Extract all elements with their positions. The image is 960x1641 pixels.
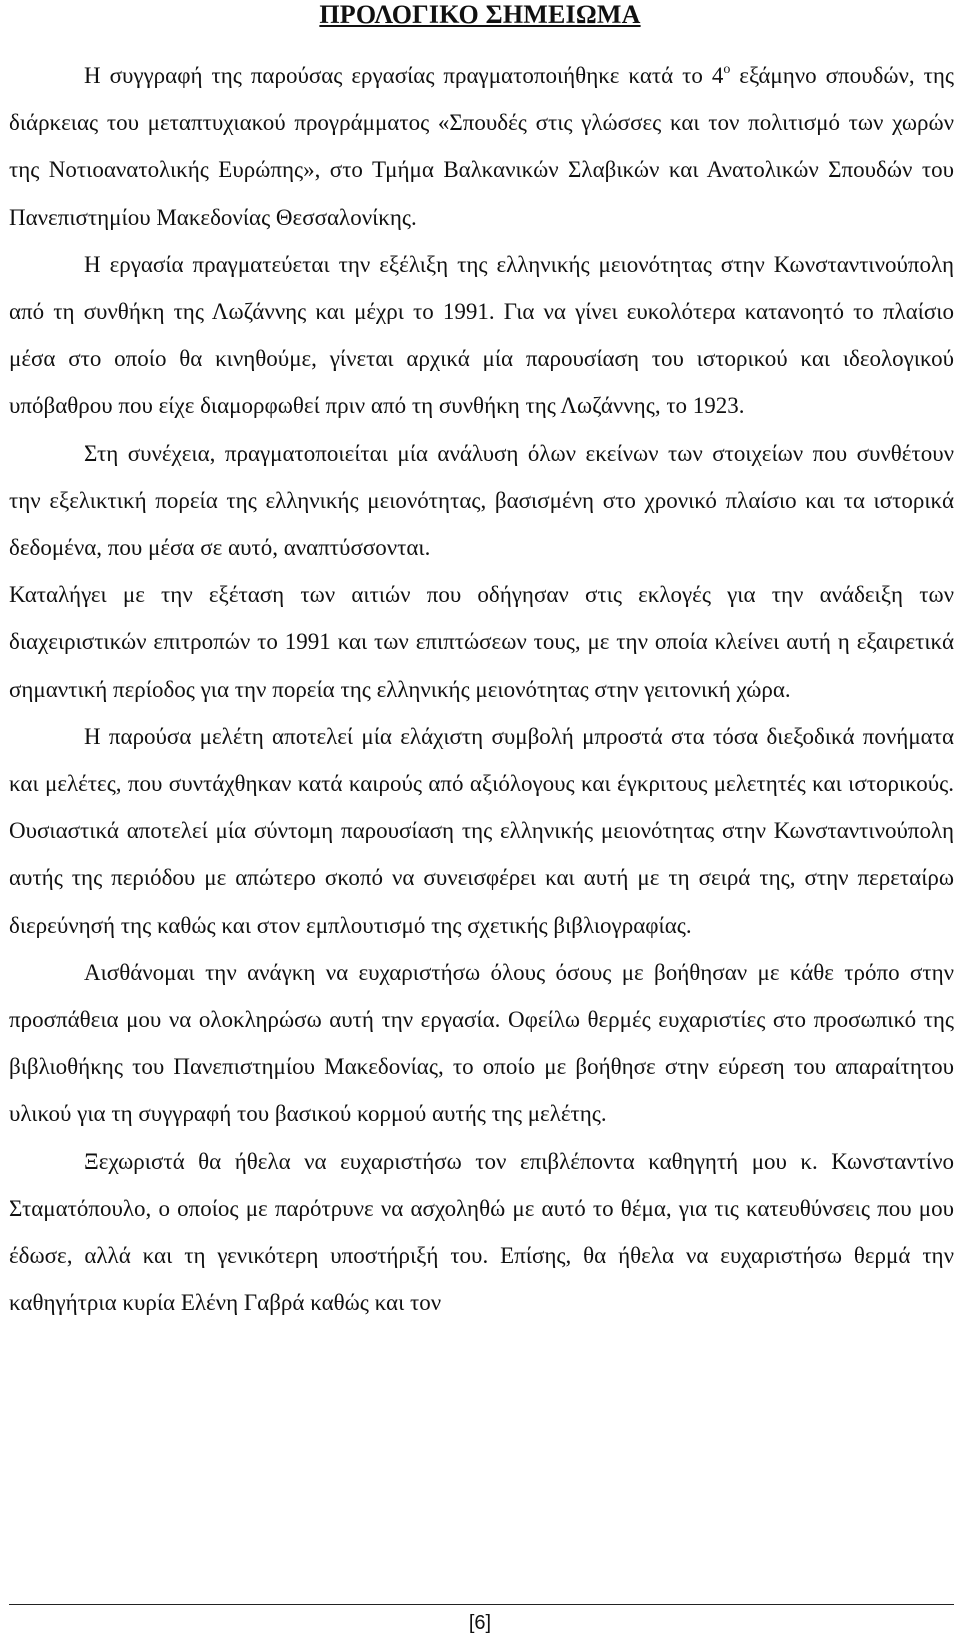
body-text [9, 52, 954, 1326]
ordinal-superscript: ο [723, 62, 731, 77]
page-title: ΠΡΟΛΟΓΙΚΟ ΣΗΜΕΙΩΜΑ [319, 0, 641, 29]
footer-divider [9, 1604, 954, 1605]
paragraph-1-text-continued: εξάμηνο σπουδών, της διάρκειας του μεταπτυχιακού προγράμματος «Σπουδές στις γλώσσες και τον πολιτισμό των χωρών της Νοτιοανατολικής Ευρώπης», στο Τμήμα Βαλκανικών Σλαβικών και Ανατολικών Σπουδών του Πανεπιστημίου Μακεδονίας Θεσσαλονίκης. [9, 63, 954, 230]
paragraph-4: Καταλήγει με την εξέταση των αιτιών που οδήγησαν στις εκλογές για την ανάδειξη των διαχειριστικών επιτροπών το 1991 και των επιπτώσεων τους, με την οποία κλείνει αυτή η εξαιρετικά σημαντική περίοδος για την πορεία της ελληνικής μειονότητας στην γειτονική χώρα. [9, 582, 954, 702]
paragraph-2: Η εργασία πραγματεύεται την εξέλιξη της ελληνικής μειονότητας στην Κωνσταντινούπολη από τη συνθήκη της Λωζάννης και μέχρι το 1991. Για να γίνει ευκολότερα κατανοητό το πλαίσιο μέσα στο οποίο θα κινηθούμε, γίνεται αρχικά μία παρουσίαση του ιστορικού και ιδεολογικού υπόβαθρου που είχε διαμορφωθεί πριν από τη συνθήκη της Λωζάννης, το 1923. [9, 251, 954, 419]
paragraph-5: Η παρούσα μελέτη αποτελεί μία ελάχιστη συμβολή μπροστά στα τόσα διεξοδικά πονήματα και μελέτες, που συντάχθηκαν κατά καιρούς από αξιόλογους και έγκριτους μελετητές και ιστορικούς. Ουσιαστικά αποτελεί μία σύντομη παρουσίαση της ελληνικής μειονότητας στην Κωνσταντινούπολη αυτής της περιόδου με απώτερο σκοπό να συνεισφέρει και αυτή με τη σειρά της, στην περεταίρω διερεύνησή της καθώς και στον εμπλουτισμό της σχετικής βιβλιογραφίας. [9, 723, 954, 938]
paragraph-1-text: Η συγγραφή της παρούσας εργασίας πραγματοποιήθηκε κατά το 4 [84, 63, 724, 88]
paragraph-3: Στη συνέχεια, πραγματοποιείται μία ανάλυση όλων εκείνων των στοιχείων που συνθέτουν την εξελικτική πορεία της ελληνικής μειονότητας, βασισμένη στο χρονικό πλαίσιο και τα ιστορικά δεδομένα, που μέσα σε αυτό, αναπτύσσονται. [9, 440, 954, 561]
paragraph-1 [9, 52, 954, 241]
paragraph-6: Αισθάνομαι την ανάγκη να ευχαριστήσω όλους όσους με βοήθησαν με κάθε τρόπο στην προσπάθεια μου να ολοκληρώσω αυτή την εργασία. Οφείλω θερμές ευχαριστίες στο προσωπικό της βιβλιοθήκης του Πανεπιστημίου Μακεδονίας, το οποίο με βοήθησε στην εύρεση του απαραίτητου υλικού για τη συγγραφή του βασικού κορμού αυτής της μελέτης. [9, 959, 954, 1127]
paragraph-7: Ξεχωριστά θα ήθελα να ευχαριστήσω τον επιβλέποντα καθηγητή μου κ. Κωνσταντίνο Σταματόπουλο, ο οποίος με παρότρυνε να ασχοληθώ με αυτό το θέμα, για τις κατευθύνσεις που μου έδωσε, αλλά και τη γενικότερη υποστήριξή του. Επίσης, θα ήθελα να ευχαριστήσω θερμά την καθηγήτρια κυρία Ελένη Γαβρά καθώς και τον [9, 1148, 954, 1316]
page-number: [6] [468, 1612, 492, 1634]
